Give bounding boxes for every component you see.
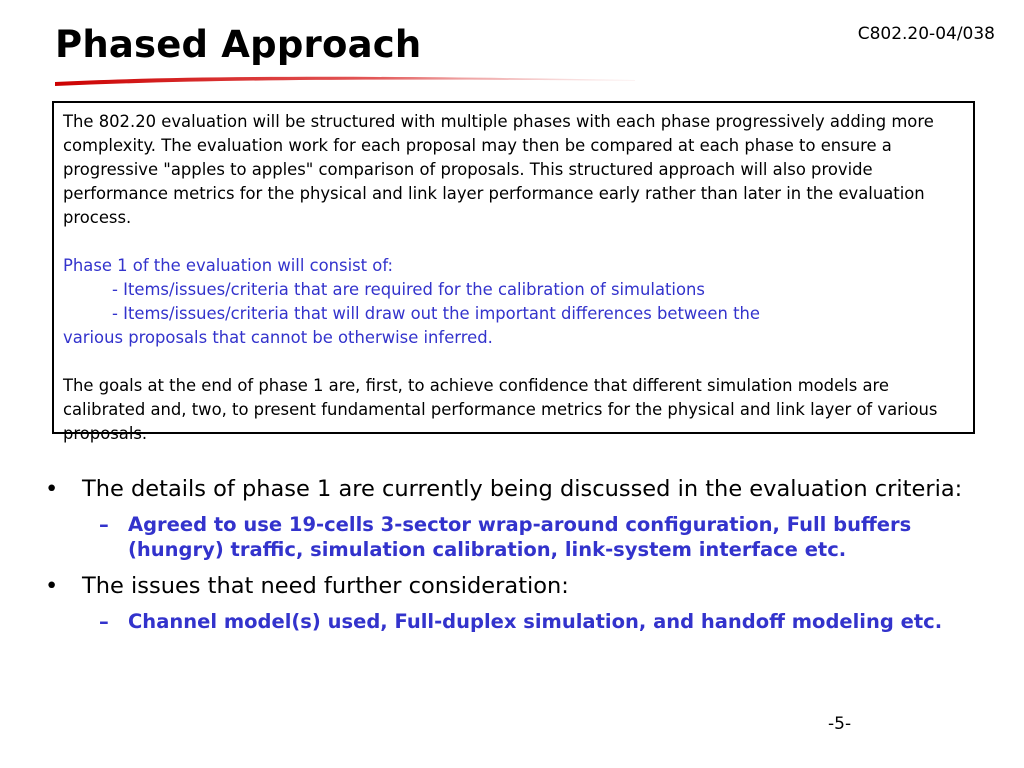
slide-title: Phased Approach [55, 23, 422, 66]
phase1-item-calibration: - Items/issues/criteria that are required for the calibration of simulations [112, 280, 705, 299]
bullet-item-phase1-details [45, 476, 965, 502]
title-underline [55, 71, 635, 89]
page-number: -5- [828, 714, 852, 734]
sub-bullet-dash-icon: – [99, 513, 109, 536]
bullet-dot-icon: • [45, 573, 59, 599]
phase1-item-differences: - Items/issues/criteria that will draw out the important differences between the [112, 304, 760, 323]
bullet-item-further-issues [45, 573, 965, 599]
sub-bullet-dash-icon: – [99, 610, 109, 633]
paragraph-spacer [63, 350, 960, 374]
sub-bullet-item-agreed [45, 512, 965, 562]
sub-bullet-text: Channel model(s) used, Full-duplex simulation, and handoff modeling etc. [128, 610, 943, 633]
paragraph-spacer [63, 230, 960, 254]
phase1-item-differences-continued: various proposals that cannot be otherwise inferred. [63, 328, 493, 347]
intro-paragraph: The 802.20 evaluation will be structured with multiple phases with each phase progressively adding more complexity. The evaluation work for each proposal may then be compared at each phase to ensure a progressive "apples to apples" comparison of proposals. This structured approach will also provide performance metrics for the physical and link layer performance early rather than later in the evaluation process. [63, 112, 934, 227]
description-textbox [52, 101, 975, 443]
bullet-dot-icon: • [45, 476, 59, 502]
document-id: C802.20-04/038 [857, 24, 995, 44]
sub-bullet-item-channel-model [45, 609, 965, 634]
phase1-intro: Phase 1 of the evaluation will consist of: [63, 256, 394, 275]
sub-bullet-text: Agreed to use 19-cells 3-sector wrap-around configuration, Full buffers (hungry) traffic, simulation calibration, link-system interface etc. [128, 513, 912, 561]
goals-paragraph: The goals at the end of phase 1 are, first, to achieve confidence that different simulation models are calibrated and, two, to present fundamental performance metrics for the physical and link layer of various proposals. [63, 376, 938, 443]
bullet-text: The issues that need further consideration: [82, 573, 569, 599]
bullet-text: The details of phase 1 are currently being discussed in the evaluation criteria: [82, 476, 963, 502]
bullet-list [45, 476, 965, 645]
